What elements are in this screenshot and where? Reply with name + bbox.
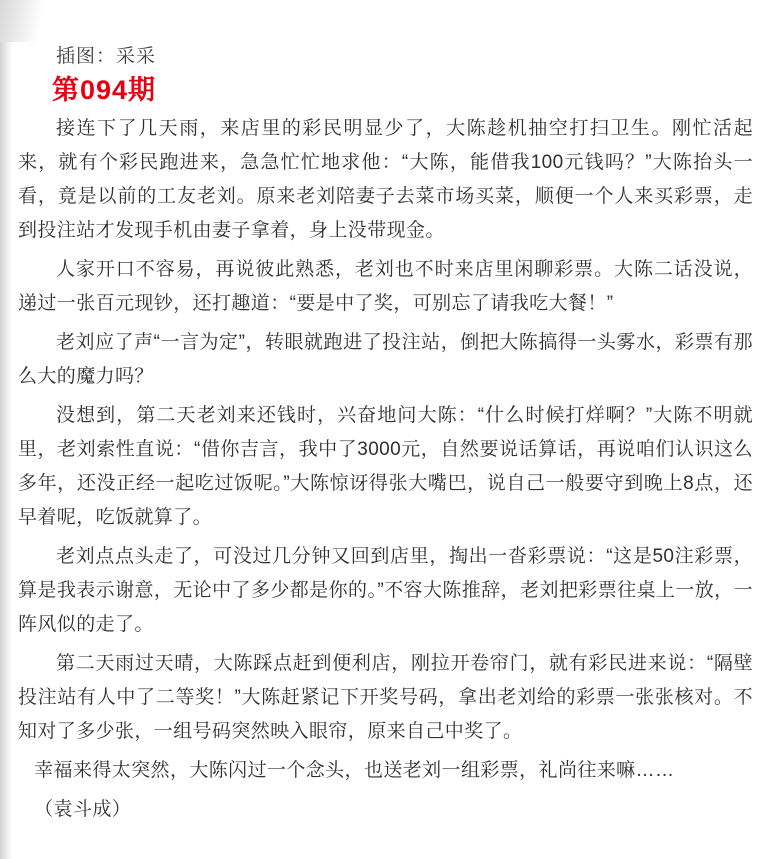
story-paragraph-3: 老刘应了声“一言为定”，转眼就跑进了投注站，倒把大陈搞得一头雾水，彩票有那么大的魔力吗？ xyxy=(18,332,753,387)
story-paragraph-1: 接连下了几天雨，来店里的彩民明显少了，大陈趁机抽空打扫卫生。刚忙活起来，就有个彩民跑进来，急急忙忙地求他：“大陈，能借我100元钱吗？”大陈抬头一看，竟是以前的工友老刘。原来老刘陪妻子去菜市场买菜，顺便一个人来买彩票，走到投注站才发现手机由妻子拿着，身上没带现金。 xyxy=(18,118,753,241)
story-paragraph-5: 老刘点点头走了，可没过几分钟又回到店里，掏出一沓彩票说：“这是50注彩票，算是我表示谢意，无论中了多少都是你的。”不容大陈推辞，老刘把彩票往桌上一放，一阵风似的走了。 xyxy=(18,546,753,635)
illustration-credit: 插图：采采 xyxy=(56,46,157,67)
author-byline: （袁斗成） xyxy=(34,799,132,820)
issue-title: 第094期 xyxy=(52,75,157,105)
story-paragraph-4: 没想到，第二天老刘来还钱时，兴奋地问大陈：“什么时候打烊啊？”大陈不明就里，老刘索性直说：“借你吉言，我中了3000元，自然要说话算话，再说咱们认识这么多年，还没正经一起吃过饭呢。”大陈惊讶得张大嘴巴，说自己一般要守到晚上8点，还早着呢，吃饭就算了。 xyxy=(18,405,753,528)
story-paragraph-2: 人家开口不容易，再说彼此熟悉，老刘也不时来店里闲聊彩票。大陈二话没说，递过一张百元现钞，还打趣道：“要是中了奖，可别忘了请我吃大餐！” xyxy=(18,259,753,314)
story-paragraph-6: 第二天雨过天晴，大陈踩点赶到便利店，刚拉开卷帘门，就有彩民进来说：“隔壁投注站有人中了二等奖！”大陈赶紧记下开奖号码，拿出老刘给的彩票一张张核对。不知对了多少张，一组号码突然映入眼帘，原来自己中奖了。 xyxy=(18,653,753,742)
story-paragraph-7: 幸福来得太突然，大陈闪过一个念头，也送老刘一组彩票，礼尚往来嘛…… xyxy=(34,760,675,781)
